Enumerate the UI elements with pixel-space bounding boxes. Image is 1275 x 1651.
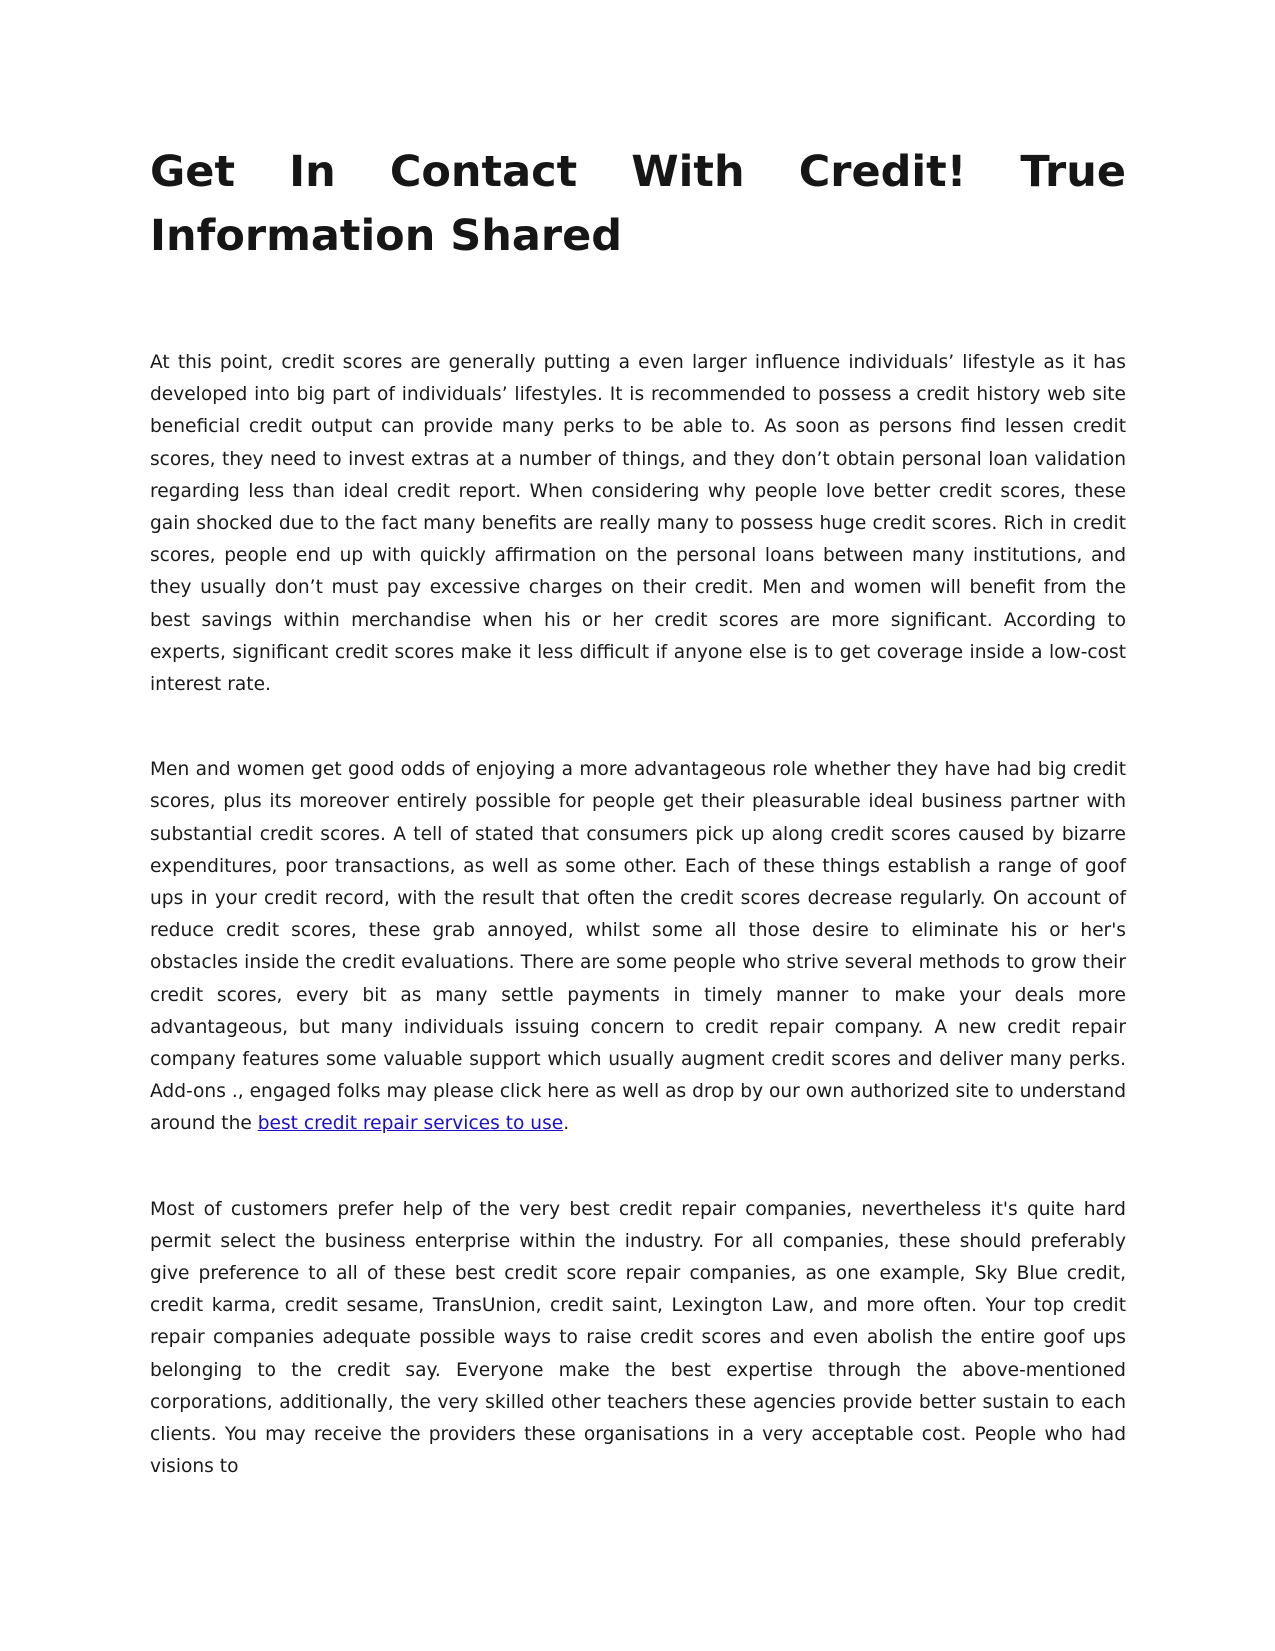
paragraph-2-text: Men and women get good odds of enjoying a more advantageous role whether they have had big credit scores, plus its moreover entirely possible for people get their pleasurable ideal business partner with substantial credit scores. A tell of stated that consumers pick up along credit scores caused by bizarre expenditures, poor transactions, as well as some other. Each of these things establish a range of goof ups in your credit record, with the result that often the credit scores decrease regularly. On account of reduce credit scores, these grab annoyed, whilst some all those desire to eliminate his or her's obstacles inside the credit evaluations. There are some people who strive several methods to grow their credit scores, every bit as many settle payments in timely manner to make your deals more advantageous, but many individuals issuing concern to credit repair company. A new credit repair company features some valuable support which usually augment credit scores and deliver many perks. Add-ons ., engaged folks may please click here as well as drop by our own authorized site to understand around the (150, 759, 1126, 1135)
paragraph-3: Most of customers prefer help of the very best credit repair companies, nevertheless it's quite hard permit select the business enterprise within the industry. For all companies, these should preferably give preference to all of these best credit score repair companies, as one example, Sky Blue credit, credit karma, credit sesame, TransUnion, credit saint, Lexington Law, and more often. Your top credit repair companies adequate possible ways to raise credit scores and even abolish the entire goof ups belonging to the credit say. Everyone make the best expertise through the above-mentioned corporations, additionally, the very skilled other teachers these agencies provide better sustain to each clients. You may receive the providers these organisations in a very acceptable cost. People who had visions to (150, 1198, 1126, 1478)
paragraph-1: At this point, credit scores are generally putting a even larger influence individuals’ lifestyle as it has developed into big part of individuals’ lifestyles. It is recommended to possess a credit history web site beneficial credit output can provide many perks to be able to. As soon as persons find lessen credit scores, they need to invest extras at a number of things, and they don’t obtain personal loan validation regarding less than ideal credit report. When considering why people love better credit scores, these gain shocked due to the fact many benefits are really many to possess huge credit scores. Rich in credit scores, people end up with quickly affirmation on the personal loans between many institutions, and they usually don’t must pay excessive charges on their credit. Men and women will benefit from the best savings within merchandise when his or her credit scores are more significant. According to experts, significant credit scores make it less difficult if anyone else is to get coverage inside a low-cost interest rate. (150, 352, 1126, 696)
document-title: Get In Contact With Credit! True Information Shared (150, 147, 1126, 261)
best-credit-repair-link[interactable]: best credit repair services to use (257, 1113, 564, 1135)
document-page (150, 140, 1126, 1478)
paragraph-2-trailing: . (563, 1113, 570, 1135)
paragraph-2 (150, 754, 1126, 1140)
paragraph-3-container (150, 1194, 1126, 1478)
